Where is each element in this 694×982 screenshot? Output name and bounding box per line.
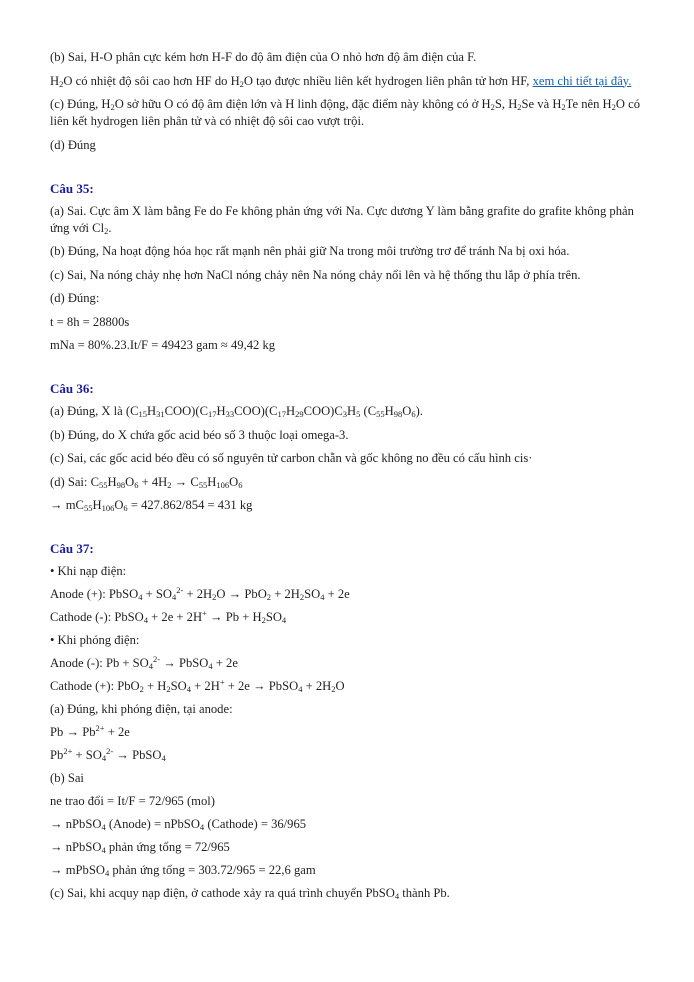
- q37-discharge-cathode: Cathode (+): $PbO_2 + H_2SO_4 + 2H^+ + 2e$ → PbSO$_4$ + $2H_2O$: [50, 677, 345, 694]
- question-36-title: Câu 36:: [50, 381, 94, 396]
- q37-charge-heading: • Khi nạp điện:: [50, 564, 127, 578]
- details-link[interactable]: xem chi tiết tại đây.: [532, 73, 632, 88]
- q35-b: (b) Đúng, Na hoạt động hóa học rất mạnh nên phải giữ Na trong môi trường trơ để tránh Na bị oxi hóa.: [50, 244, 570, 258]
- q37-pb-precipitation: $Pb^{2+} + SO_4^{2-}$ → PbSO$_4$: [50, 746, 166, 763]
- top-c-line: (c) Đúng, $H_2O$ sở hữu O có độ âm điện lớn và H linh động, đặc điểm này không có ở $H_2S$, $H_2Se$ và $H_2Te$ nên $H_2O$ có liên kết hydrogen liên phân tử và có nhiệt độ sôi cao vượt trội.: [50, 97, 641, 128]
- q37-c: (c) Sai, khi acquy nạp điện, ở cathode xảy ra quá trình chuyển PbSO$_4$ thành Pb.: [50, 886, 450, 901]
- top-d-line: (d) Đúng: [50, 137, 96, 152]
- q37-ne: ne trao đổi = It/F = 72/965 (mol): [50, 794, 215, 808]
- q35-mass: mNa = 80%.23.It/F = 49423 gam ≈ 49,42 kg: [50, 338, 276, 352]
- q35-time: t = 8h = 28800s: [50, 314, 130, 329]
- q36-d: (d) Sai: $C_{55}H_{98}O_6 + 4H_2 \to C_{55}H_{106}O_6$: [50, 474, 243, 490]
- q35-d: (d) Đúng:: [50, 291, 100, 305]
- top-h2o-note: $H_2O$ có nhiệt độ sôi cao hơn HF do $H_2O$ tạo được nhiều liên kết hydrogen liên phân tử hơn HF, xem chi tiết tại đây.: [50, 73, 632, 89]
- q37-discharge-heading: • Khi phóng điện:: [50, 633, 140, 647]
- q37-charge-cathode: Cathode (-): PbSO$_4$ + $2e + 2H^+ \to Pb + H_2SO_4$: [50, 608, 287, 625]
- q37-b: (b) Sai: [50, 771, 84, 785]
- question-37-title: Câu 37:: [50, 541, 94, 556]
- q37-pb-oxidation: $Pb \to Pb^{2+} + 2e$: [50, 723, 130, 739]
- q35-a: (a) Sai. Cực âm X làm bằng Fe do Fe không phản ứng với Na. Cực dương Y làm bằng grafite do grafite không phản ứng với $Cl_2$.: [50, 203, 634, 236]
- q37-discharge-anode: Anode (-): $Pb + SO_4^{2-}$ → PbSO$_4$ + 2e: [50, 654, 238, 671]
- top-b-line: (b) Sai, H-O phân cực kém hơn H-F do độ âm điện của O nhỏ hơn độ âm điện của F.: [50, 50, 477, 64]
- q36-a: (a) Đúng, X là $(C_{15}H_{31}COO)(C_{17}H_{33}COO)(C_{17}H_{29}COO)C_3H_5$ $(C_{55}H_{98}O_6)$.: [50, 404, 423, 419]
- question-35-title: Câu 35:: [50, 180, 94, 196]
- q36-b: (b) Đúng, do X chứa gốc acid béo số 3 thuộc loại omega-3.: [50, 427, 349, 442]
- q36-mass: → $mC_{55}H_{106}O_6 = 427.862/854 = 431$ kg: [50, 498, 253, 513]
- q37-n-each: → nPbSO$_4$ (Anode) = nPbSO$_4$ (Cathode) = 36/965: [50, 817, 307, 832]
- q37-charge-anode: Anode (+): PbSO$_4$ + $SO_4^{2-} + 2H_2O \to PbO_2 + 2H_2SO_4 + 2e$: [50, 585, 350, 602]
- q36-c: (c) Sai, các gốc acid béo đều có số nguyên tử carbon chẵn và gốc không no đều có cấu hình cis·: [50, 451, 533, 465]
- q37-m-total: → mPbSO$_4$ phản ứng tổng = 303.72/965 = 22,6 gam: [50, 863, 316, 878]
- q37-a: (a) Đúng, khi phóng điện, tại anode:: [50, 702, 233, 716]
- q37-n-total: → nPbSO$_4$ phản ứng tổng = 72/965: [50, 840, 230, 855]
- q35-c: (c) Sai, Na nóng chảy nhẹ hơn NaCl nóng chảy nên Na nóng chảy nổi lên và hệ thống thu lắp ở phía trên.: [50, 267, 581, 282]
- document-body: [50, 49, 646, 902]
